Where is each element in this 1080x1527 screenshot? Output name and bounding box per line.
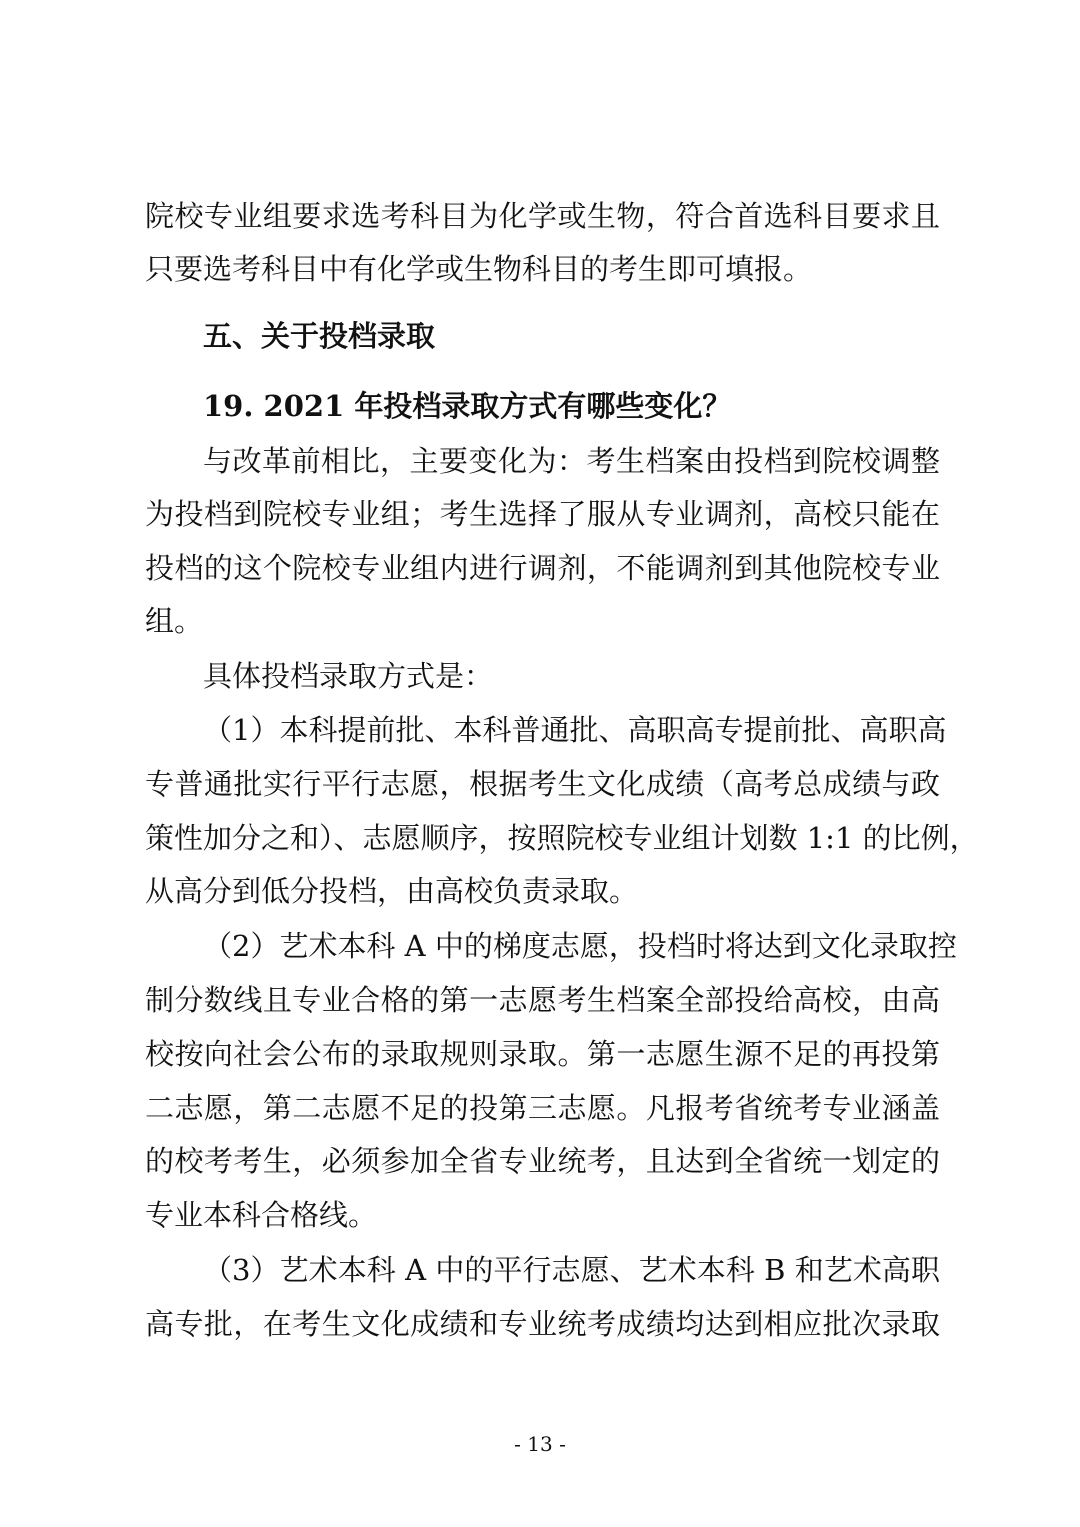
paragraph-line: （3）艺术本科 A 中的平行志愿、艺术本科 B 和艺术高职 [203, 1253, 940, 1287]
paragraph-line: 的校考考生，必须参加全省专业统考，且达到全省统一划定的 [145, 1144, 940, 1178]
page-number: - 13 - [514, 1432, 566, 1456]
paragraph-line: 与改革前相比，主要变化为：考生档案由投档到院校调整 [203, 444, 940, 478]
paragraph-line: （1）本科提前批、本科普通批、高职高专提前批、高职高 [203, 713, 947, 747]
paragraph-line: （2）艺术本科 A 中的梯度志愿，投档时将达到文化录取控 [203, 929, 957, 963]
paragraph-line: 制分数线且专业合格的第一志愿考生档案全部投给高校，由高 [145, 983, 940, 1017]
paragraph-line: 投档的这个院校专业组内进行调剂，不能调剂到其他院校专业 [145, 551, 940, 585]
question-heading: 19. 2021 年投档录取方式有哪些变化？ [203, 389, 732, 423]
paragraph-line: 二志愿，第二志愿不足的投第三志愿。凡报考省统考专业涵盖 [145, 1091, 940, 1125]
body-text-line: 只要选考科目中有化学或生物科目的考生即可填报。 [145, 252, 813, 286]
paragraph-line: 策性加分之和）、志愿顺序，按照院校专业组计划数 1:1 的比例， [145, 821, 979, 855]
paragraph-line: 专业本科合格线。 [145, 1198, 378, 1232]
paragraph-line: 为投档到院校专业组；考生选择了服从专业调剂，高校只能在 [145, 497, 940, 531]
section-heading: 五、关于投档录取 [203, 319, 436, 353]
paragraph-line: 组。 [145, 604, 204, 638]
paragraph-line: 专普通批实行平行志愿，根据考生文化成绩（高考总成绩与政 [145, 767, 940, 801]
paragraph-line: 具体投档录取方式是： [203, 659, 494, 693]
paragraph-line: 高专批，在考生文化成绩和专业统考成绩均达到相应批次录取 [145, 1307, 940, 1341]
paragraph-line: 校按向社会公布的录取规则录取。第一志愿生源不足的再投第 [145, 1037, 940, 1071]
paragraph-line: 从高分到低分投档，由高校负责录取。 [145, 874, 639, 908]
body-text-line: 院校专业组要求选考科目为化学或生物，符合首选科目要求且 [145, 199, 940, 233]
